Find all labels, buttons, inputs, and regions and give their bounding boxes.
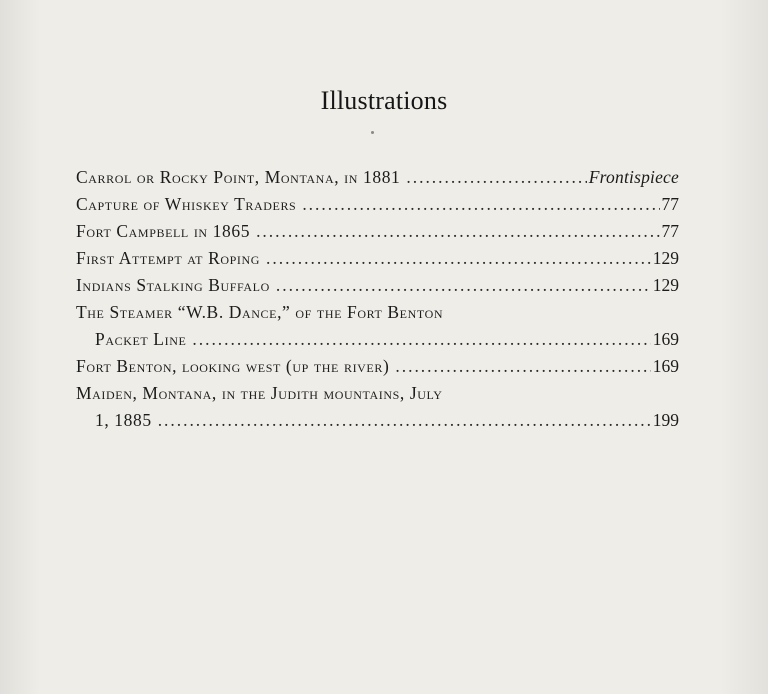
illustration-page: 129 <box>652 248 679 268</box>
dot-leader <box>406 164 586 191</box>
illustration-entry <box>76 164 679 191</box>
illustration-label-continued: Packet Line <box>95 329 187 349</box>
illustration-page: 129 <box>652 275 679 295</box>
illustration-entry <box>76 218 679 245</box>
illustration-entry <box>76 191 679 218</box>
illustration-page: 169 <box>652 329 679 349</box>
dot-leader <box>395 353 650 380</box>
dot-leader <box>302 191 659 218</box>
illustration-label: First Attempt at Roping <box>76 248 261 268</box>
illustration-label-continued: 1, 1885 <box>95 410 152 430</box>
illustration-page: 77 <box>661 221 679 241</box>
dot-leader <box>266 245 651 272</box>
illustration-entry-line1 <box>76 299 679 326</box>
illustration-entry <box>76 272 679 299</box>
illustration-label: Fort Campbell in 1865 <box>76 221 251 241</box>
illustration-label: The Steamer “W.B. Dance,” of the Fort Benton <box>76 302 444 322</box>
dot-leader <box>256 218 659 245</box>
page-title: Illustrations <box>320 86 448 115</box>
illustration-entry-line2 <box>76 407 679 434</box>
dot-leader <box>276 272 651 299</box>
illustration-entry-line2 <box>76 326 679 353</box>
illustration-label: Carrol or Rocky Point, Montana, in 1881 <box>76 167 401 187</box>
ink-speck <box>371 131 374 134</box>
illustration-page: 169 <box>652 356 679 376</box>
illustration-page: 77 <box>661 194 679 214</box>
illustration-page: 199 <box>652 410 679 430</box>
illustration-entry <box>76 245 679 272</box>
illustration-label: Capture of Whiskey Traders <box>76 194 297 214</box>
illustration-label: Indians Stalking Buffalo <box>76 275 270 295</box>
illustration-entry <box>76 353 679 380</box>
dot-leader <box>192 326 650 353</box>
illustration-entry-line1 <box>76 380 679 407</box>
illustrations-list <box>76 164 679 434</box>
illustration-page: Frontispiece <box>588 167 679 187</box>
dot-leader <box>158 407 651 434</box>
illustration-label: Maiden, Montana, in the Judith mountains, July <box>76 383 443 403</box>
illustration-label: Fort Benton, looking west (up the river) <box>76 356 390 376</box>
